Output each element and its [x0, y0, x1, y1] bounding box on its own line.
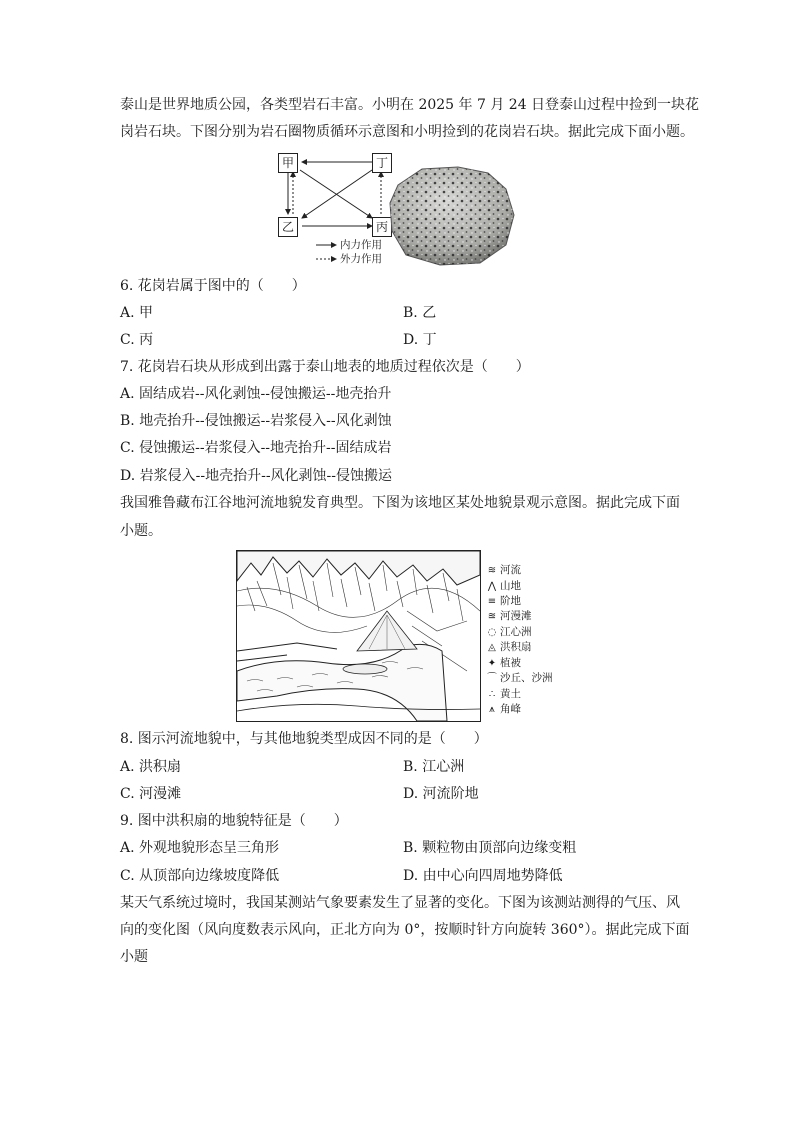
- q8-stem: 8. 图示河流地貌中，与其他地貌类型成因不同的是（ ）: [120, 731, 488, 747]
- passage3-line3: 小题: [120, 949, 148, 965]
- river-icon: ≋: [487, 565, 497, 576]
- legend-mountain: ⋀ 山地: [484, 579, 521, 594]
- q8-option-a[interactable]: A. 洪积扇: [120, 759, 182, 775]
- legend-terrace: ≡ 阶地: [484, 594, 521, 609]
- passage1-line2: 岗岩石块。下图分别为岩石圈物质循环示意图和小明捡到的花岗岩石块。据此完成下面小题。: [120, 124, 694, 140]
- q9-option-a[interactable]: A. 外观地貌形态呈三角形: [120, 840, 280, 856]
- floodplain-icon: ≊: [487, 611, 497, 622]
- legend-vegetation: ✦ 植被: [484, 656, 521, 671]
- q6-option-c[interactable]: C. 丙: [120, 332, 154, 348]
- q7-option-a[interactable]: A. 固结成岩--风化剥蚀--侵蚀搬运--地壳抬升: [120, 386, 392, 402]
- q8-option-d[interactable]: D. 河流阶地: [403, 786, 479, 802]
- loess-icon: ∴: [488, 689, 496, 700]
- alluvial-fan-icon: ◬: [488, 642, 496, 653]
- q9-stem: 9. 图中洪积扇的地貌特征是（ ）: [120, 813, 348, 829]
- legend-loess: ∴ 黄土: [484, 687, 521, 702]
- legend-dune: ⌒ 沙丘、沙洲: [484, 671, 553, 686]
- q6-option-b[interactable]: B. 乙: [403, 305, 437, 321]
- q9-option-b[interactable]: B. 颗粒物由顶部向边缘变粗: [403, 840, 577, 856]
- q9-option-d[interactable]: D. 由中心向四周地势降低: [403, 868, 563, 884]
- passage3-line2: 向的变化图（风向度数表示风向，正北方向为 0°，按顺时针方向旋转 360°）。据此完成下面: [120, 922, 690, 938]
- passage3-line1: 某天气系统过境时，我国某测站气象要素发生了显著的变化。下图为该测站测得的气压、风: [120, 895, 680, 911]
- q7-stem: 7. 花岗岩石块从形成到出露于泰山地表的地质过程依次是（ ）: [120, 359, 530, 375]
- granite-rock-drawing: [388, 163, 516, 267]
- rock-cycle-diagram: [278, 150, 393, 270]
- passage2-line2: 小题。: [120, 523, 162, 539]
- river-island-icon: ◌: [487, 627, 497, 638]
- legend-horn-peak: ⩚ 角峰: [484, 702, 521, 717]
- granite-rock-image: [388, 163, 516, 267]
- q8-option-b[interactable]: B. 江心洲: [403, 759, 465, 775]
- box-yi: 乙: [278, 217, 298, 237]
- landform-sketch-drawing: [237, 551, 480, 721]
- box-ding: 丁: [372, 153, 392, 173]
- legend-river-island: ◌ 江心洲: [484, 625, 532, 640]
- legend-alluvial-fan: ◬ 洪积扇: [484, 640, 532, 655]
- passage1-line1: 泰山是世界地质公园，各类型岩石丰富。小明在 2025 年 7 月 24 日登泰山过程中捡到一块花: [120, 97, 700, 113]
- legend-river: ≋ 河流: [484, 563, 521, 578]
- q9-option-c[interactable]: C. 从顶部向边缘坡度降低: [120, 868, 280, 884]
- mountain-icon: ⋀: [487, 581, 497, 592]
- passage2-line1: 我国雅鲁藏布江谷地河流地貌发育典型。下图为该地区某处地貌景观示意图。据此完成下面: [120, 495, 680, 511]
- legend-external: 外力作用: [340, 253, 382, 265]
- box-bing: 丙: [372, 217, 392, 237]
- q7-option-d[interactable]: D. 岩浆侵入--地壳抬升--风化剥蚀--侵蚀搬运: [120, 468, 393, 484]
- horn-peak-icon: ⩚: [489, 704, 495, 715]
- q7-option-b[interactable]: B. 地壳抬升--侵蚀搬运--岩浆侵入--风化剥蚀: [120, 413, 392, 429]
- q6-option-a[interactable]: A. 甲: [120, 305, 154, 321]
- q7-option-c[interactable]: C. 侵蚀搬运--岩浆侵入--地壳抬升--固结成岩: [120, 440, 392, 456]
- landform-sketch: [236, 550, 481, 722]
- q8-option-c[interactable]: C. 河漫滩: [120, 786, 182, 802]
- box-jia: 甲: [278, 153, 298, 173]
- legend-floodplain: ≊ 河漫滩: [484, 609, 532, 624]
- vegetation-icon: ✦: [487, 658, 497, 669]
- dune-icon: ⌒: [487, 673, 497, 684]
- q6-option-d[interactable]: D. 丁: [403, 332, 437, 348]
- terrace-icon: ≡: [487, 596, 497, 607]
- q6-stem: 6. 花岗岩属于图中的（ ）: [120, 278, 306, 294]
- legend-internal: 内力作用: [340, 239, 382, 251]
- landform-legend: [484, 563, 594, 723]
